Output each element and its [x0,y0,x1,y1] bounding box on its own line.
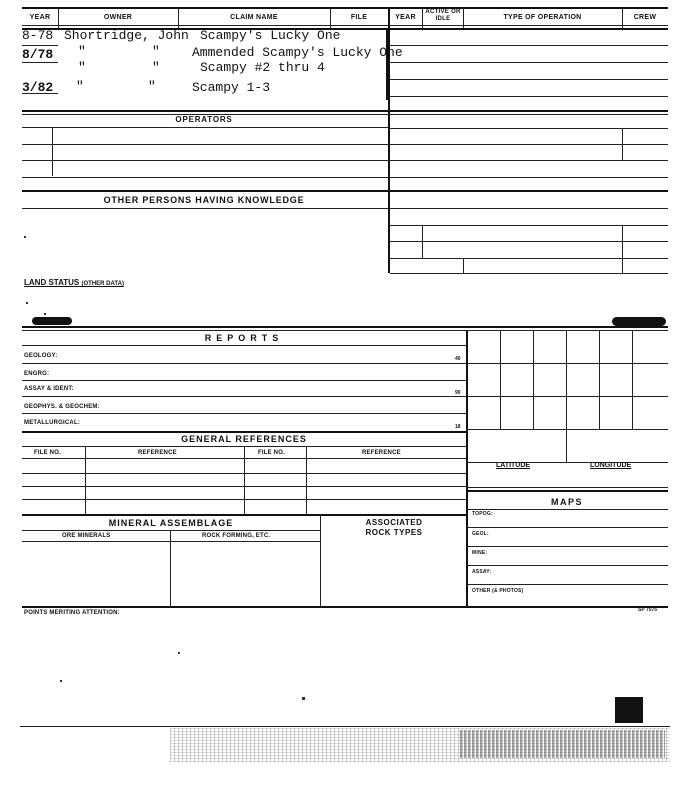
longitude-label: LONGITUDE [590,462,632,469]
latitude-label: LATITUDE [496,462,531,469]
associated-label: ASSOCIATED [365,518,423,527]
header-claim-name: CLAIM NAME [230,14,278,21]
claim-name: Scampy #2 thru 4 [200,60,325,75]
report-metallurgical: METALLURGICAL: [24,420,81,426]
ref-file-no: FILE NO. [34,450,61,456]
maps-mine: MINE: [472,550,488,556]
header-year: YEAR [29,14,51,21]
claim-owner-ditto: " [148,79,156,94]
report-engrg: ENGRG: [24,371,50,377]
maps-title: MAPS [550,497,583,507]
report-metallurgical-num: 18 [455,424,461,430]
claim-year: 3/82 [22,80,54,95]
scan-speck [44,313,46,315]
maps-other: OTHER (& PHOTOS) [472,588,524,594]
rock-types-label: ROCK TYPES [365,528,423,537]
scan-noise-band-dark [460,730,665,758]
ref-reference: REFERENCE [138,450,177,456]
claim-owner: Shortridge, John [64,28,189,43]
ore-minerals-label: ORE MINERALS [62,533,111,539]
claim-name: Scampy 1-3 [192,80,271,95]
header-crew: CREW [633,14,657,21]
report-geology-num: 40 [455,356,461,362]
general-references-title: GENERAL REFERENCES [181,434,307,444]
claim-name: Ammended Scampy's Lucky One [192,45,403,60]
claim-owner-ditto: " [78,60,86,75]
scan-artifact [32,317,72,325]
scan-speck [302,697,305,700]
header-type-operation: TYPE OF OPERATION [503,14,582,21]
header-op-year: YEAR [395,14,416,21]
claim-owner-ditto: " [76,79,84,94]
claim-year: 8/78 [22,47,54,62]
report-geology: GEOLOGY: [24,353,58,359]
scan-speck [60,680,62,682]
claim-name: Scampy's Lucky One [200,28,341,43]
scan-artifact [612,317,666,326]
points-meriting-label: POINTS MERITING ATTENTION: [24,610,120,616]
header-file: FILE [350,14,368,21]
scan-speck [178,652,180,654]
ref-reference-2: REFERENCE [362,450,401,456]
mineral-title: MINERAL ASSEMBLAGE [108,518,234,528]
land-status-label [24,278,124,287]
form-number: SP 7075 [638,607,658,613]
land-status-main: LAND STATUS [24,278,80,287]
scan-speck [24,236,26,238]
claim-owner-ditto: " [152,60,160,75]
claim-year: 8-78 [22,28,54,43]
report-assay: ASSAY & IDENT: [24,386,74,392]
claim-owner-ditto: " [152,44,160,59]
rock-forming-label: ROCK FORMING, ETC. [202,533,271,539]
maps-assay: ASSAY: [472,569,492,575]
header-owner: OWNER [103,14,133,21]
report-assay-num: 90 [455,390,461,396]
maps-geol: GEOL: [472,531,489,537]
report-geophys: GEOPHYS. & GEOCHEM: [24,404,100,410]
operators-title: OPERATORS [175,115,233,124]
header-active-idle: ACTIVE OR IDLE [425,9,461,22]
scan-artifact-square [615,697,643,723]
claim-owner-ditto: " [78,44,86,59]
other-persons-title: OTHER PERSONS HAVING KNOWLEDGE [103,195,305,205]
scan-speck [26,302,28,304]
reports-title: REPORTS [204,333,284,343]
maps-topog: TOPOG: [472,511,493,517]
ref-file-no-2: FILE NO. [258,450,285,456]
land-status-sub: (OTHER DATA) [81,281,124,287]
